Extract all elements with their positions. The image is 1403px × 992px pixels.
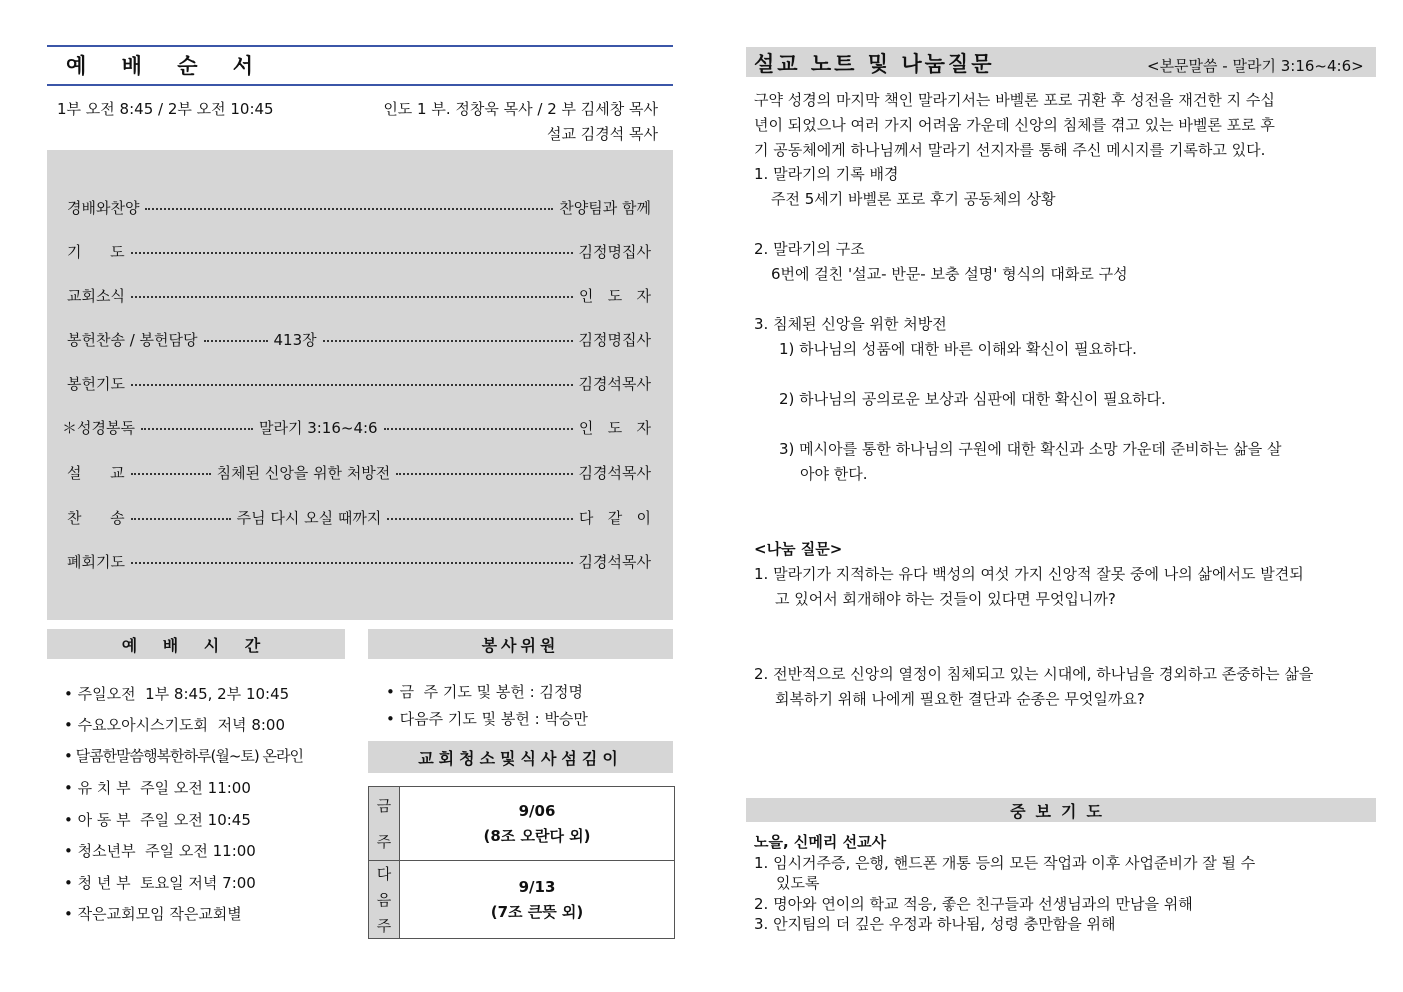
order-row-person: 김경석목사: [578, 374, 651, 393]
cleaning-week-label: 금 주: [369, 787, 400, 860]
order-row-person: 인 도 자: [578, 286, 651, 305]
prayer-item: 3. 안지팀의 더 깊은 우정과 하나됨, 성령 충만함을 위해: [754, 915, 1116, 933]
leader-dots: [131, 296, 573, 298]
sermon-intro-line: 기 공동체에게 하나님께서 말라기 선지자를 통해 주신 메시지를 기록하고 있다.: [754, 141, 1266, 159]
service-leaders: 인도 1 부. 정창욱 목사 / 2 부 김세창 목사: [383, 100, 658, 118]
share-question: 2. 전반적으로 신앙의 열정이 침체되고 있는 시대에, 하나님을 경외하고 존중하는 삶을: [754, 665, 1314, 683]
order-row: [67, 196, 651, 218]
sermon-point-body: 6번에 걸친 '설교- 반문- 보충 설명' 형식의 대화로 구성: [771, 265, 1128, 283]
sermon-intro-line: 년이 되었으나 여러 가지 어려움 가운데 신앙의 침체를 겪고 있는 바벨론 포로 후: [754, 116, 1275, 134]
order-row-label: 설 교: [67, 463, 125, 482]
worship-time-item: • 아 동 부 주일 오전 10:45: [64, 811, 251, 829]
leader-dots: [131, 473, 211, 475]
worship-time-item: • 주일오전 1부 8:45, 2부 10:45: [64, 685, 290, 703]
order-row-detail: 413장: [273, 330, 317, 349]
order-row-person: 김정명집사: [578, 242, 651, 261]
leader-dots: [141, 428, 253, 430]
order-row-person: 김경석목사: [578, 552, 651, 571]
sermon-subpoint: 아야 한다.: [800, 465, 868, 483]
missionary-name: 노을, 신메리 선교사: [754, 833, 887, 851]
intercession-heading: 중보기도: [746, 798, 1376, 822]
sermon-subpoint: 1) 하나님의 성품에 대한 바른 이해와 확신이 필요하다.: [779, 340, 1137, 358]
cleaning-group: (8조 오란다 외): [483, 826, 591, 845]
order-row-detail: 주님 다시 오실 때까지: [236, 508, 382, 527]
worship-time-item: • 수요오아시스기도회 저녁 8:00: [64, 716, 286, 734]
cleaning-heading: 교회청소및식사섬김이: [368, 741, 673, 773]
share-question: 회복하기 위해 나에게 필요한 결단과 순종은 무엇일까요?: [775, 690, 1145, 708]
cleaning-table: [368, 786, 675, 939]
order-row: [67, 240, 651, 262]
share-question: 1. 말라기가 지적하는 유다 백성의 여섯 가지 신앙적 잘못 중에 나의 삶에서도 발견되: [754, 565, 1304, 583]
order-title: 예 배 순 서: [66, 54, 268, 78]
prayer-item: 있도록: [776, 874, 820, 892]
order-row-label: 교회소식: [67, 286, 125, 305]
order-row: [67, 506, 651, 528]
leader-dots: [323, 340, 573, 342]
order-row-label: ＊성경봉독: [62, 418, 135, 437]
service-committee-item: • 다음주 기도 및 봉헌 : 박승만: [386, 710, 588, 728]
share-question: 고 있어서 회개해야 하는 것들이 있다면 무엇입니까?: [775, 590, 1116, 608]
leader-dots: [396, 473, 572, 475]
order-row: [67, 461, 651, 483]
share-questions-heading: <나눔 질문>: [754, 540, 843, 558]
sermon-point-title: 3. 침체된 신앙을 위한 처방전: [754, 315, 947, 333]
sermon-point-body: 주전 5세기 바벨론 포로 후기 공동체의 상황: [771, 190, 1056, 208]
leader-dots: [145, 208, 553, 210]
worship-time-item: • 청소년부 주일 오전 11:00: [64, 842, 256, 860]
worship-times-heading: 예 배 시 간: [47, 629, 345, 659]
service-preacher: 설교 김경석 목사: [547, 125, 658, 143]
cleaning-group: (7조 큰뜻 외): [490, 902, 584, 921]
prayer-item: 1. 임시거주증, 은행, 핸드폰 개통 등의 모든 작업과 이후 사업준비가 잘 될 수: [754, 854, 1256, 872]
order-row: [67, 550, 651, 572]
order-row-label: 기 도: [67, 242, 125, 261]
sermon-subpoint: 3) 메시아를 통한 하나님의 구원에 대한 확신과 소망 가운데 준비하는 삶을 살: [779, 440, 1282, 458]
order-row-person: 다 같 이: [578, 508, 651, 527]
sermon-point-title: 2. 말라기의 구조: [754, 240, 865, 258]
worship-time-item: • 유 치 부 주일 오전 11:00: [64, 779, 251, 797]
order-row: [67, 328, 651, 350]
prayer-item: 2. 명아와 연이의 학교 적응, 좋은 친구들과 선생님과의 만남을 위해: [754, 895, 1193, 913]
order-row-label: 찬 송: [67, 508, 125, 527]
order-row-label: 경배와찬양: [67, 198, 140, 217]
cleaning-date: 9/13: [518, 877, 556, 896]
leader-dots: [131, 384, 573, 386]
order-row-detail: 침체된 신앙을 위한 처방전: [216, 463, 391, 482]
leader-dots: [384, 428, 573, 430]
cleaning-week-label: 다 음 주: [369, 861, 400, 938]
sermon-intro-line: 구약 성경의 마지막 책인 말라기서는 바벨론 포로 귀환 후 성전을 재건한 지 수십: [754, 91, 1275, 109]
sermon-title: 설교 노트 및 나눔질문: [754, 52, 995, 76]
leader-dots: [387, 518, 573, 520]
cleaning-row: [369, 787, 674, 861]
order-row: [67, 284, 651, 306]
worship-time-item: • 청 년 부 토요일 저녁 7:00: [64, 874, 256, 892]
cleaning-row: [369, 861, 674, 938]
order-row-person: 김경석목사: [578, 463, 651, 482]
leader-dots: [131, 518, 231, 520]
leader-dots: [131, 252, 573, 254]
worship-time-item: • 작은교회모임 작은교회별: [64, 905, 242, 923]
sermon-point-title: 1. 말라기의 기록 배경: [754, 165, 899, 183]
order-row-person: 인 도 자: [578, 418, 651, 437]
cleaning-date: 9/06: [518, 801, 556, 820]
order-row-label: 봉헌기도: [67, 374, 125, 393]
service-committee-item: • 금 주 기도 및 봉헌 : 김정명: [386, 683, 583, 701]
leader-dots: [131, 562, 573, 564]
order-row-detail: 말라기 3:16~4:6: [258, 418, 378, 437]
service-times: 1부 오전 8:45 / 2부 오전 10:45: [57, 100, 274, 118]
sermon-subpoint: 2) 하나님의 공의로운 보상과 심판에 대한 확신이 필요하다.: [779, 390, 1166, 408]
order-row: [62, 416, 651, 438]
order-row-label: 봉헌찬송 / 봉헌담당: [67, 330, 198, 349]
order-row: [67, 372, 651, 394]
sermon-reference: <본문말씀 - 말라기 3:16~4:6>: [1147, 57, 1364, 75]
order-row-person: 김정명집사: [578, 330, 651, 349]
worship-time-item: • 달콤한말씀행복한하루(월~토) 온라인: [64, 747, 304, 765]
leader-dots: [204, 340, 268, 342]
order-row-person: 찬양팀과 함께: [559, 198, 651, 217]
order-row-label: 폐회기도: [67, 552, 125, 571]
service-committee-heading: 봉사위원: [368, 629, 673, 659]
